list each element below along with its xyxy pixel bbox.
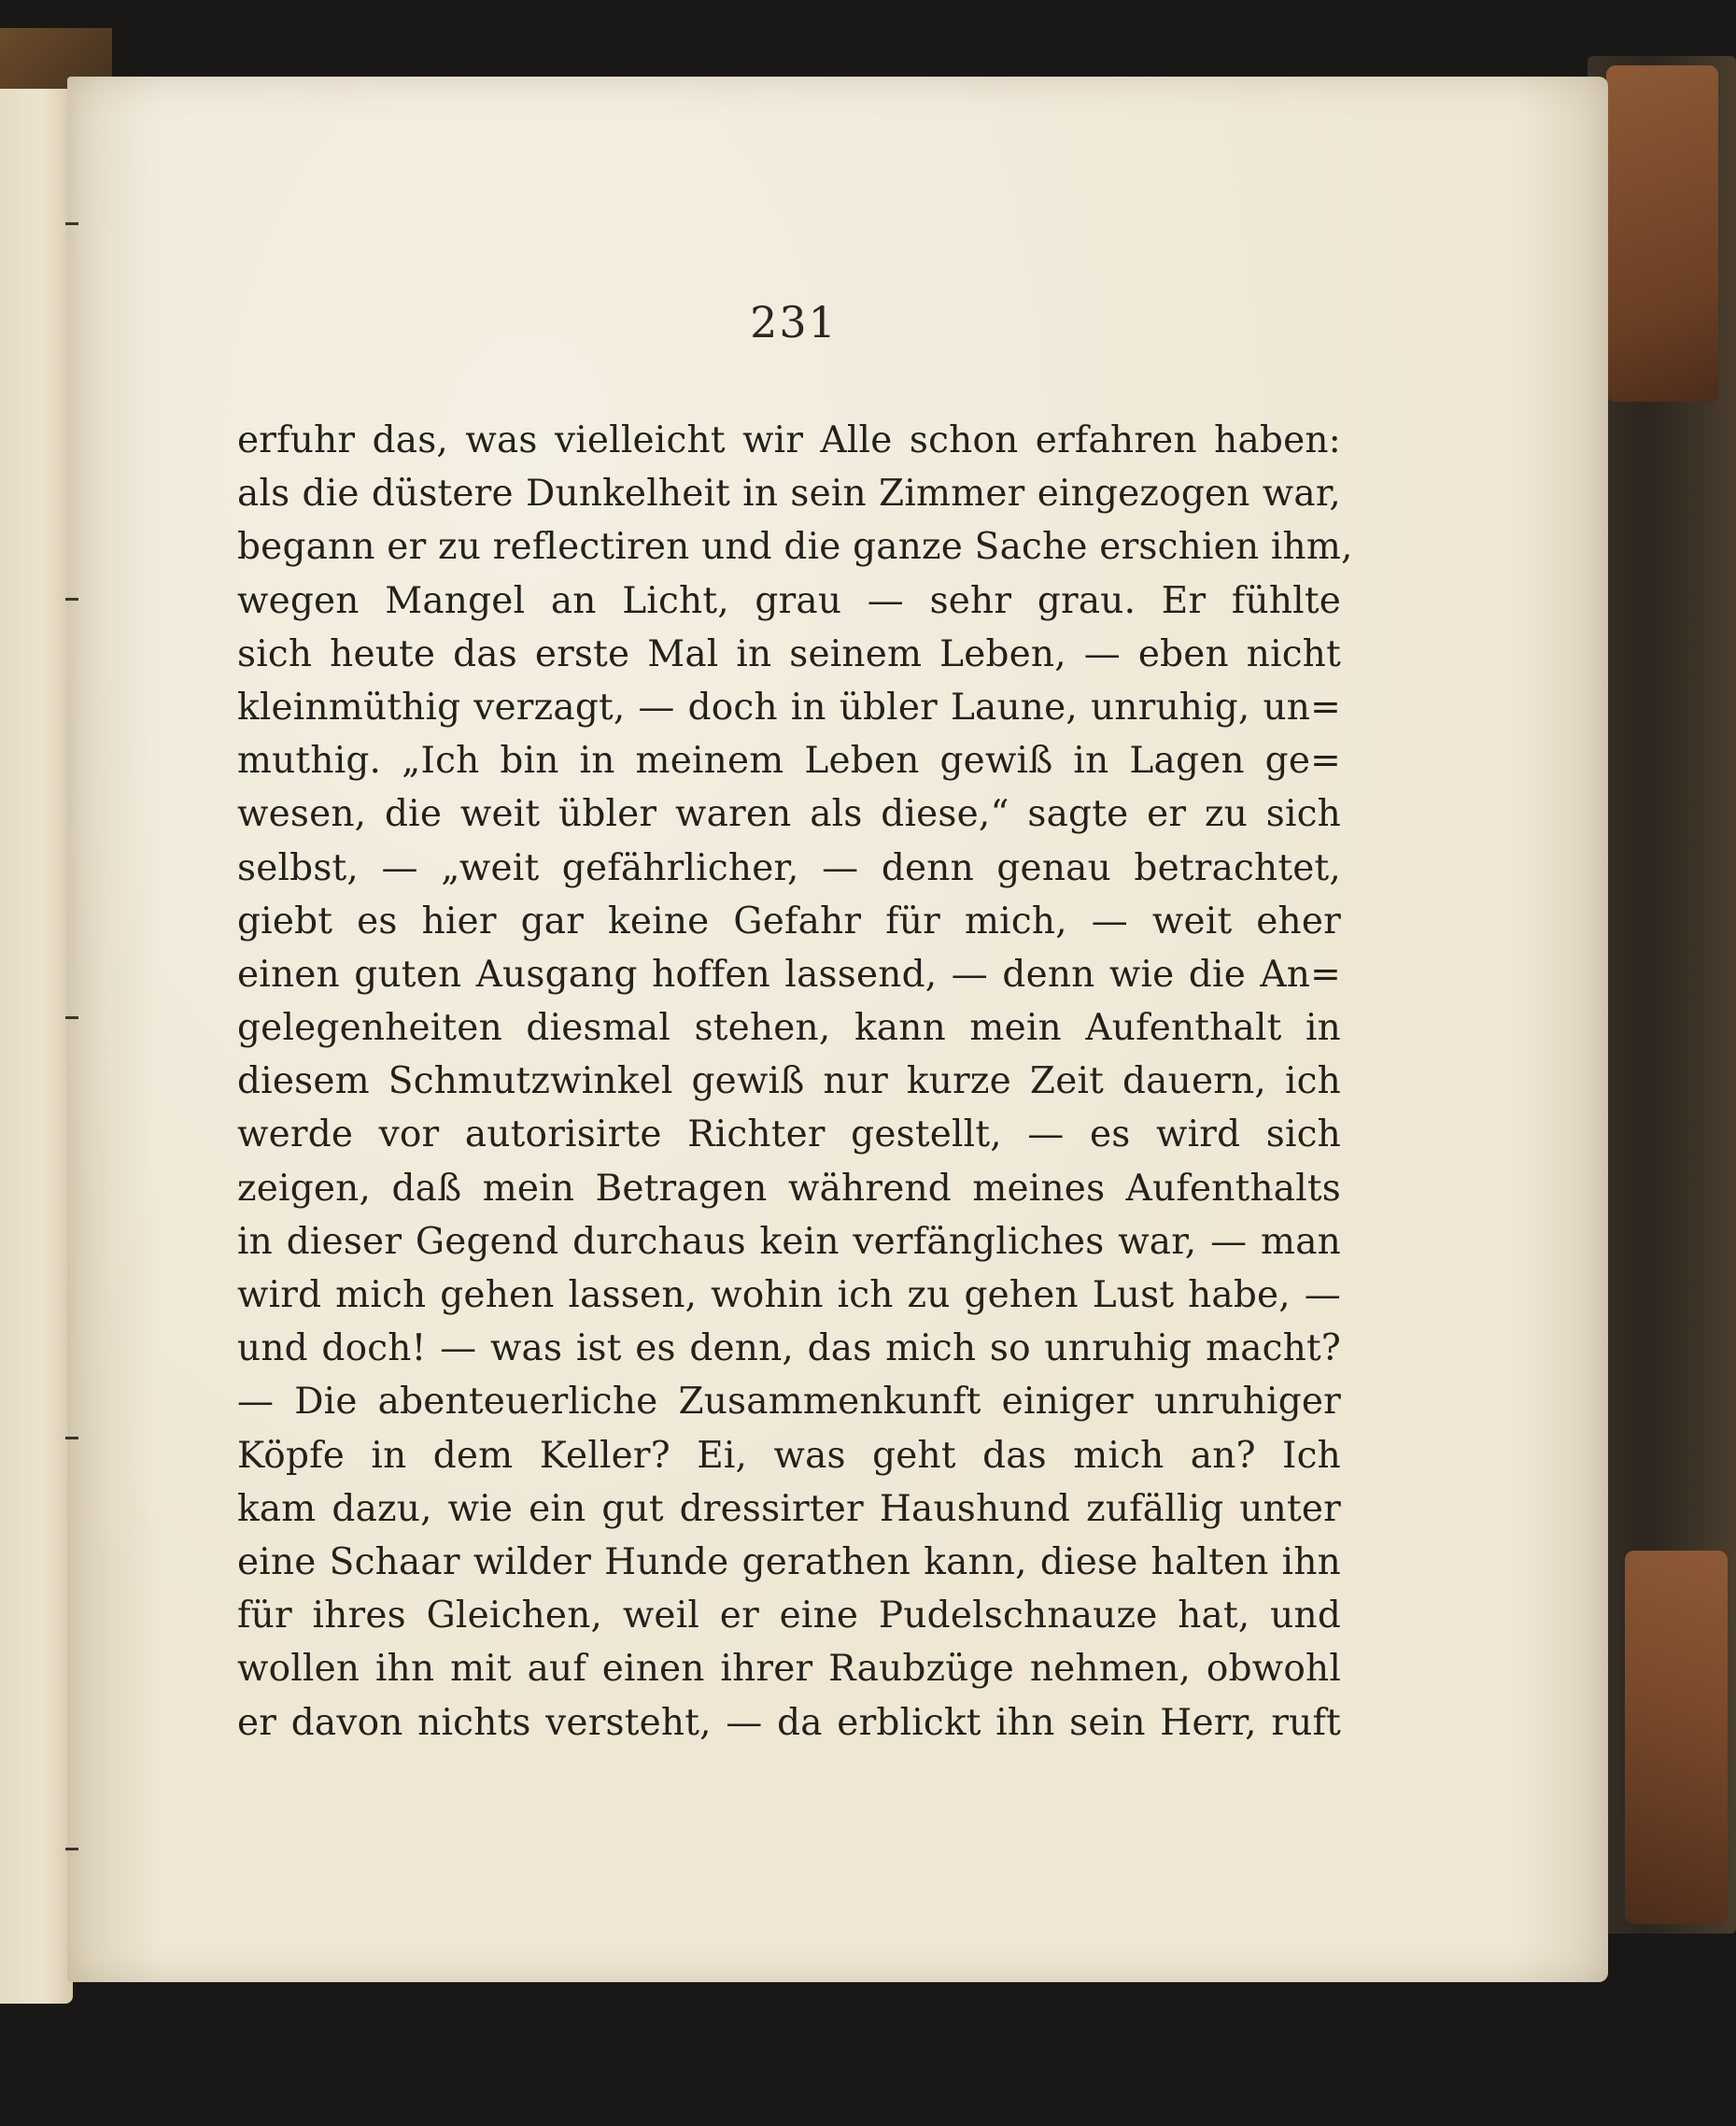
leather-corner-bottom <box>1625 1551 1728 1924</box>
facing-page-edge <box>0 89 73 2004</box>
text-line: eine Schaar wilder Hunde gerathen kann, diese halten ihn <box>237 1540 1341 1583</box>
text-line: wird mich gehen lassen, wohin ich zu gehen Lust habe, — <box>237 1274 1341 1316</box>
text-line: sich heute das erste Mal in seinem Leben, — eben nicht <box>237 632 1341 675</box>
body-text <box>237 414 1353 1750</box>
text-line: — Die abenteuerliche Zusammenkunft einiger unruhiger <box>237 1381 1341 1424</box>
text-line: wesen, die weit übler waren als diese,“ sagte er zu sich <box>237 793 1341 836</box>
margin-mark <box>65 598 78 601</box>
leather-corner-top <box>1606 65 1718 402</box>
text-line: als die düstere Dunkelheit in sein Zimmer eingezogen war, <box>237 473 1341 516</box>
text-line: begann er zu reflectiren und die ganze Sache erschien ihm, <box>237 526 1353 569</box>
text-line: zeigen, daß mein Betragen während meines Aufenthalts <box>237 1167 1341 1210</box>
margin-mark <box>65 1848 78 1850</box>
text-line: wollen ihn mit auf einen ihrer Raubzüge nehmen, obwohl <box>237 1648 1341 1691</box>
text-line: selbst, — „weit gefährlicher, — denn genau betrachtet, <box>237 846 1341 889</box>
text-line: Köpfe in dem Keller? Ei, was geht das mich an? Ich <box>237 1434 1341 1477</box>
text-line: gelegenheiten diesmal stehen, kann mein Aufenthalt in <box>237 1007 1341 1050</box>
margin-mark <box>65 1437 78 1439</box>
margin-mark <box>65 222 78 225</box>
text-line: wegen Mangel an Licht, grau — sehr grau. Er fühlte <box>237 579 1341 622</box>
text-line: giebt es hier gar keine Gefahr für mich, — weit eher <box>237 900 1341 943</box>
text-line: kam dazu, wie ein gut dressirter Haushund zufällig unter <box>237 1487 1341 1530</box>
page-number: 231 <box>750 297 838 347</box>
text-line: er davon nichts versteht, — da erblickt ihn sein Herr, ruft <box>237 1701 1341 1744</box>
text-line: kleinmüthig verzagt, — doch in übler Laune, unruhig, un= <box>237 686 1341 729</box>
text-line: und doch! — was ist es denn, das mich so unruhig macht? <box>237 1327 1341 1370</box>
text-line: werde vor autorisirte Richter gestellt, — es wird sich <box>237 1113 1341 1156</box>
text-line: einen guten Ausgang hoffen lassend, — denn wie die An= <box>237 953 1341 996</box>
text-line: in dieser Gegend durchaus kein verfängliches war, — man <box>237 1220 1341 1263</box>
text-line: erfuhr das, was vielleicht wir Alle schon erfahren haben: <box>237 419 1341 461</box>
text-line: für ihres Gleichen, weil er eine Pudelschnauze hat, und <box>237 1594 1341 1637</box>
text-line: diesem Schmutzwinkel gewiß nur kurze Zeit dauern, ich <box>237 1060 1341 1103</box>
text-line: muthig. „Ich bin in meinem Leben gewiß in Lagen ge= <box>237 740 1341 783</box>
margin-mark <box>65 1016 78 1019</box>
